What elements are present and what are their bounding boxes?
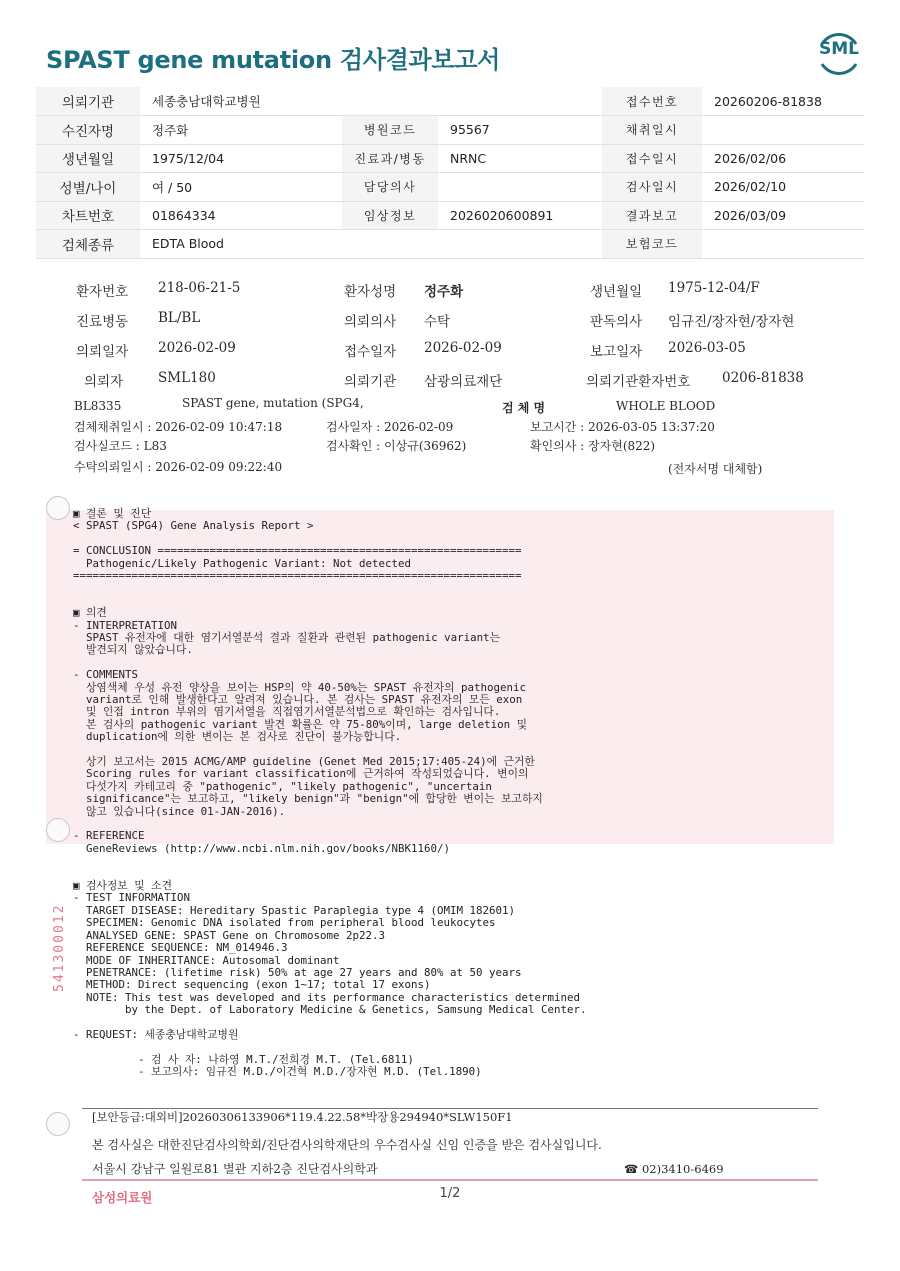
security-line: [보안등급:대외비]20260306133906*119.4.22.58*박장용294940*SLW150F1	[92, 1110, 513, 1124]
side-number: 541300012	[52, 903, 67, 992]
patient-label: 환자번호	[76, 284, 129, 300]
report-line: 본 검사의 pathogenic variant 발견 확률은 약 75-80%이며, large deletion 및	[73, 717, 528, 731]
patient-label: 의뢰기관	[344, 374, 397, 390]
report-line: significance"는 보고하고, "likely benign"과 "benign"에 합당한 변이는 보고하지	[73, 792, 543, 806]
patient-value: 수탁	[424, 314, 451, 330]
header-value: 2026/03/09	[702, 201, 864, 230]
report-line: < SPAST (SPG4) Gene Analysis Report >	[73, 519, 314, 533]
footer-pink-line	[82, 1179, 818, 1181]
report-line: duplication에 의한 변이는 본 검사로 진단이 불가능합니다.	[73, 730, 402, 744]
report-line	[73, 855, 587, 867]
report-line: 상염색체 우성 유전 양상을 보이는 HSP의 약 40-50%는 SPAST 유전자의 pathogenic	[73, 680, 527, 694]
patient-value: 삼광의료재단	[424, 374, 503, 390]
header-label: 보험코드	[602, 230, 702, 259]
punch-hole	[46, 496, 70, 520]
report-line: ▣ 검사정보 및 소견	[73, 879, 173, 893]
header-label: 접수번호	[602, 87, 702, 116]
patient-label: 의뢰기관환자번호	[586, 374, 691, 390]
header-label: 임상정보	[342, 201, 438, 230]
lab-code: 검사실코드 : L83	[74, 439, 167, 453]
patient-value: BL/BL	[158, 310, 201, 326]
test-code: BL8335	[74, 399, 122, 413]
report-line: by the Dept. of Laboratory Medicine & Genetics, Samsung Medical Center.	[73, 1003, 587, 1017]
report-line: Scoring rules for variant classification에 근거하여 작성되었습니다. 변이의	[73, 767, 529, 781]
header-value: 2026020600891	[438, 201, 602, 230]
header-row	[36, 230, 864, 259]
report-line: - 검 사 자: 나하영 M.T./전희경 M.T. (Tel.6811)	[73, 1052, 414, 1066]
header-value	[702, 116, 864, 145]
report-line: REFERENCE SEQUENCE: NM_014946.3	[73, 941, 288, 955]
test-date: 검사일자 : 2026-02-09	[326, 420, 454, 434]
esign-note: (전자서명 대체함)	[668, 462, 763, 476]
header-value: 세종충남대학교병원	[140, 87, 602, 116]
patient-value: 1975-12-04/F	[668, 280, 760, 296]
header-value: 여 / 50	[140, 173, 342, 202]
header-label: 결과보고	[602, 201, 702, 230]
report-line	[73, 657, 587, 669]
report-line: - COMMENTS	[73, 668, 139, 682]
report-title: SPAST gene mutation 검사결과보고서	[46, 46, 501, 74]
patient-label: 보고일자	[590, 344, 643, 360]
page-number: 1/2	[439, 1186, 461, 1201]
header-row	[36, 173, 864, 202]
test-name: SPAST gene, mutation (SPG4,	[182, 396, 364, 410]
specimen-value: WHOLE BLOOD	[616, 399, 716, 413]
lab-address: 서울시 강남구 일원로81 별관 지하2층 진단검사의학과	[92, 1162, 378, 1176]
patient-label: 환자성명	[344, 284, 397, 300]
logo-text: SML	[819, 39, 859, 59]
patient-label: 의뢰일자	[76, 344, 129, 360]
header-row	[36, 87, 864, 116]
patient-label: 접수일자	[344, 344, 397, 360]
report-line: Pathogenic/Likely Pathogenic Variant: Not detected	[73, 556, 412, 570]
collect-time: 검체채취일시 : 2026-02-09 10:47:18	[74, 420, 283, 434]
patient-label: 의뢰의사	[344, 314, 397, 330]
report-line: 및 인접 intron 부위의 염기서열을 직접염기서열분석법으로 확인하는 검사입니다.	[73, 705, 501, 719]
header-label: 의뢰기관	[36, 87, 140, 116]
request-time: 수탁의뢰일시 : 2026-02-09 09:22:40	[74, 460, 283, 474]
header-label: 진료과/병동	[342, 144, 438, 173]
report-line: TARGET DISEASE: Hereditary Spastic Paraplegia type 4 (OMIM 182601)	[73, 903, 516, 917]
patient-label: 생년월일	[590, 284, 643, 300]
report-line	[73, 818, 587, 830]
report-line: SPAST 유전자에 대한 염기서열분석 결과 질환과 관련된 pathogenic variant는	[73, 631, 501, 645]
header-value: 정주화	[140, 116, 342, 145]
header-label: 성별/나이	[36, 173, 140, 202]
header-value: 01864334	[140, 201, 342, 230]
punch-hole	[46, 1112, 70, 1136]
header-label: 수진자명	[36, 116, 140, 145]
header-value	[702, 230, 864, 259]
header-value: 2026/02/06	[702, 144, 864, 173]
certification-note: 본 검사실은 대한진단검사의학회/진단검사의학재단의 우수검사실 신임 인증을 받은 검사실입니다.	[92, 1138, 602, 1152]
scanned-report	[0, 262, 900, 1271]
report-line: 발견되지 않았습니다.	[73, 643, 193, 657]
report-line: METHOD: Direct sequencing (exon 1~17; total 17 exons)	[73, 978, 431, 992]
patient-value: 218-06-21-5	[158, 280, 241, 296]
header-value: 2026/02/10	[702, 173, 864, 202]
report-line: - INTERPRETATION	[73, 618, 178, 632]
hospital-logo: 삼성의료원	[92, 1190, 153, 1205]
report-line: - REFERENCE	[73, 829, 145, 843]
header-row	[36, 201, 864, 230]
patient-value: 임규진/장자현/장자현	[668, 314, 795, 330]
report-line: - 보고의사: 임규진 M.D./이건혁 M.D./장자현 M.D. (Tel.1890)	[73, 1065, 482, 1079]
header-table	[36, 87, 864, 259]
header-label: 검사일시	[602, 173, 702, 202]
report-line: - REQUEST: 세종충남대학교병원	[73, 1027, 239, 1041]
punch-hole	[46, 818, 70, 842]
specimen-label: 검 체 명	[502, 401, 546, 415]
confirm-doctor: 확인의사 : 장자현(822)	[530, 439, 656, 453]
report-line: = CONCLUSION ========================================================	[73, 544, 522, 558]
header-label: 병원코드	[342, 116, 438, 145]
report-line: 상기 보고서는 2015 ACMG/AMP guideline (Genet Med 2015;17:405-24)에 근거한	[73, 755, 535, 769]
report-line	[73, 582, 587, 594]
patient-value: 2026-03-05	[668, 340, 746, 356]
patient-label: 진료병동	[76, 314, 129, 330]
header-value	[438, 173, 602, 202]
patient-value: 2026-02-09	[158, 340, 236, 356]
report-time: 보고시간 : 2026-03-05 13:37:20	[530, 420, 715, 434]
patient-label: 의뢰자	[84, 374, 124, 390]
header-label: 채취일시	[602, 116, 702, 145]
patient-value: 정주화	[424, 284, 464, 300]
report-line: ▣ 결론 및 진단	[73, 507, 152, 520]
report-line: - TEST INFORMATION	[73, 891, 191, 905]
lab-phone: ☎ 02)3410-6469	[624, 1162, 724, 1176]
header-value: 1975/12/04	[140, 144, 342, 173]
report-line: 다섯가지 카테고리 중 "pathogenic", "likely pathogenic", "uncertain	[73, 779, 492, 793]
header-row	[36, 144, 864, 173]
sml-logo	[814, 28, 864, 78]
header-label: 생년월일	[36, 144, 140, 173]
report-line	[73, 595, 587, 607]
report-line: NOTE: This test was developed and its performance characteristics determined	[73, 990, 581, 1004]
header-value: 95567	[438, 116, 602, 145]
header-label: 검체종류	[36, 230, 140, 259]
report-line: =====================================================================	[73, 569, 522, 583]
header-value: 20260206-81838	[702, 87, 864, 116]
report-line	[73, 1041, 587, 1053]
header-value: NRNC	[438, 144, 602, 173]
report-line: variant로 인해 발생한다고 알려져 있습니다. 본 검사는 SPAST 유전자의 모든 exon	[73, 693, 523, 707]
header-label: 차트번호	[36, 201, 140, 230]
header-value: EDTA Blood	[140, 230, 602, 259]
report-line: PENETRANCE: (lifetime risk) 50% at age 27 years and 80% at 50 years	[73, 965, 522, 979]
report-body	[73, 508, 587, 1079]
report-line: GeneReviews (http://www.ncbi.nlm.nih.gov/books/NBK1160/)	[73, 841, 451, 855]
patient-value: 2026-02-09	[424, 340, 502, 356]
header-label: 접수일시	[602, 144, 702, 173]
patient-value: 0206-81838	[722, 370, 804, 386]
report-line: ▣ 의견	[73, 606, 107, 620]
patient-value: SML180	[158, 370, 216, 386]
patient-label: 판독의사	[590, 314, 643, 330]
report-line: ANALYSED GENE: SPAST Gene on Chromosome 2p22.3	[73, 928, 386, 942]
report-line: 않고 있습니다(since 01-JAN-2016).	[73, 804, 286, 818]
header-row	[36, 116, 864, 145]
test-confirm: 검사확인 : 이상규(36962)	[326, 439, 467, 453]
header-label: 담당의사	[342, 173, 438, 202]
report-line: MODE OF INHERITANCE: Autosomal dominant	[73, 953, 340, 967]
report-line: SPECIMEN: Genomic DNA isolated from peripheral blood leukocytes	[73, 916, 496, 930]
